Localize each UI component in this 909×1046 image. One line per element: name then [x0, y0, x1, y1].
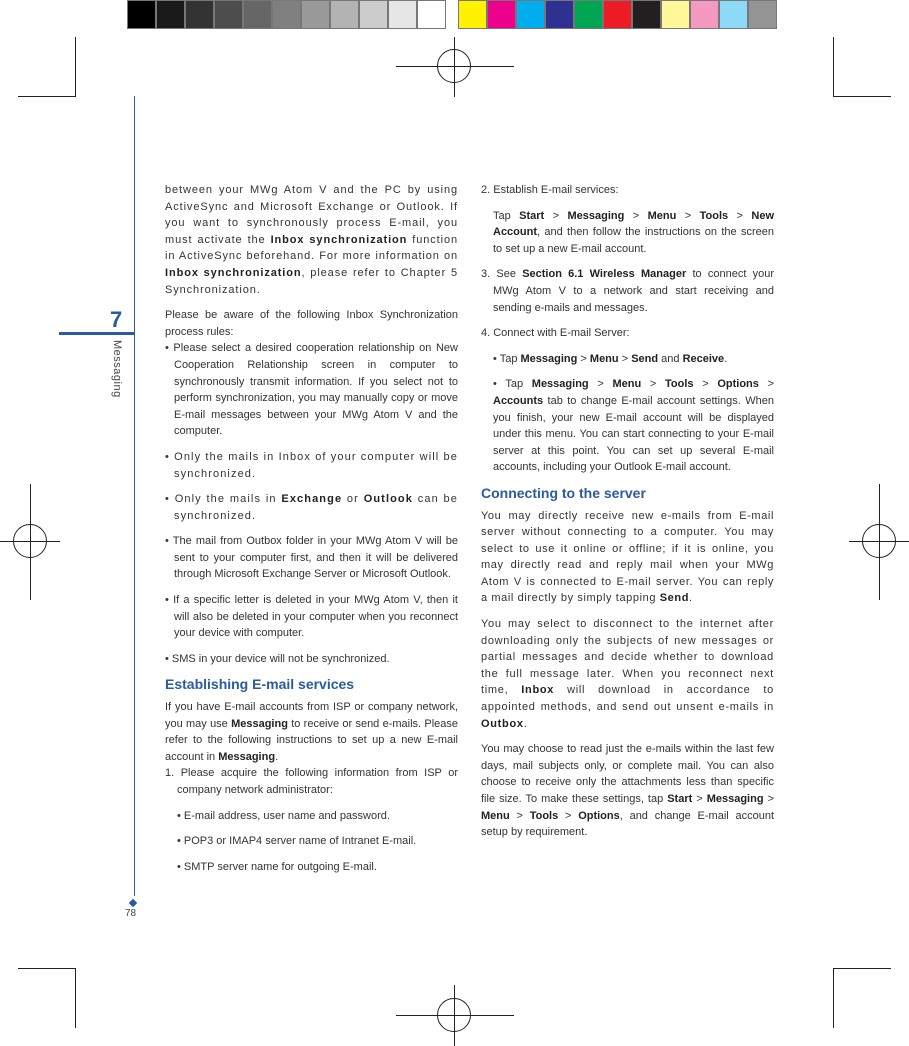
color-swatch — [458, 0, 487, 29]
chapter-marker-bar — [59, 332, 135, 335]
crop-mark — [833, 37, 834, 97]
color-swatch — [359, 0, 388, 29]
rule-bullet: • Only the mails in Inbox of your computer will be synchronized. — [165, 450, 458, 480]
crop-mark — [833, 96, 891, 97]
rule-bullet: • SMS in your device will not be synchronized. — [165, 652, 390, 665]
color-swatch — [301, 0, 330, 29]
section-heading: Establishing E-mail services — [165, 676, 355, 693]
step-item: 1. Please acquire the following information from ISP or company network administrator: — [165, 767, 458, 796]
right-column — [481, 182, 774, 850]
step-subitem: • E-mail address, user name and password. — [177, 809, 390, 822]
color-swatch — [516, 0, 545, 29]
crop-mark — [18, 968, 76, 969]
color-swatch — [603, 0, 632, 29]
gray-color-bar — [127, 0, 446, 30]
email-services-paragraph: If you have E-mail accounts from ISP or company network, you may use Messaging to receive or send e-mails. Please refer to the following instructions to set up a new E-mail account in Messaging. — [165, 701, 458, 763]
color-swatch — [330, 0, 359, 29]
color-swatch — [185, 0, 214, 29]
chapter-label: Messaging — [111, 340, 123, 398]
page-number: 78 — [125, 908, 137, 919]
server-paragraph: You may directly receive new e-mails from E-mail server without connecting to a computer. You may select to use it online or offline; if it is online, you may directly read and reply mail when your MWg Atom V is connected to E-mail server. You can reply a mail directly by simply tapping Send. — [481, 509, 774, 605]
rule-bullet: • Please select a desired cooperation relationship on New Cooperation Relationship screen in computer to synchronously transmit information. If you select not to perform synchronization, you may manually copy or move E-mail messages between your MWg Atom V and the computer. — [165, 342, 458, 438]
color-swatch — [388, 0, 417, 29]
color-swatch — [719, 0, 748, 29]
process-color-bar — [458, 0, 777, 30]
color-swatch — [545, 0, 574, 29]
step-item: 3. See Section 6.1 Wireless Manager to connect your MWg Atom V to a network and start receiving and sending e-mails and messages. — [481, 268, 774, 314]
step-item: 4. Connect with E-mail Server: — [481, 327, 630, 340]
margin-rule — [134, 96, 135, 896]
color-swatch — [690, 0, 719, 29]
color-swatch — [272, 0, 301, 29]
crop-mark — [833, 968, 891, 969]
step-detail: • Tap Messaging > Menu > Send and Receive. — [493, 352, 728, 365]
step-subitem: • POP3 or IMAP4 server name of Intranet E-mail. — [177, 835, 417, 848]
section-heading: Connecting to the server — [481, 484, 646, 501]
color-swatch — [632, 0, 661, 29]
diamond-icon — [129, 899, 137, 907]
intro-paragraph: between your MWg Atom V and the PC by using ActiveSync and Microsoft Exchange or Outlook. If you want to synchronously process E-mail, you must activate the Inbox synchronization function in ActiveSync beforehand. For more information on Inbox synchronization, please refer to Chapter 5 Synchronization. — [165, 184, 459, 296]
color-swatch — [127, 0, 156, 29]
crop-mark — [75, 968, 76, 1028]
color-swatch — [417, 0, 446, 29]
rule-bullet: • The mail from Outbox folder in your MWg Atom V will be sent to your computer first, and then it will be delivered through Microsoft Exchange Server or Microsoft Outlook. — [165, 535, 458, 581]
color-swatch — [487, 0, 516, 29]
step-detail: • Tap Messaging > Menu > Tools > Options > Accounts tab to change E-mail account settings. When you finish, your new E-mail account will be displayed under this menu. You can start connecting to your E-mail server at this point. You can set up several E-mail accounts, including your Outlook E-mail account. — [493, 378, 775, 474]
color-swatch — [156, 0, 185, 29]
color-swatch — [574, 0, 603, 29]
rule-bullet: • Only the mails in Exchange or Outlook can be synchronized. — [165, 493, 458, 522]
chapter-number: 7 — [110, 307, 123, 332]
server-paragraph: You may select to disconnect to the internet after downloading only the subjects of new messages or partial messages and decide whether to download the full message later. When you reconnect next time, Inbox will download in accordance to appointed methods, and send out unsent e-mails in Outbox. — [481, 618, 774, 730]
step-item: 2. Establish E-mail services: — [481, 184, 619, 196]
color-swatch — [661, 0, 690, 29]
color-swatch — [243, 0, 272, 29]
step-subitem: • SMTP server name for outgoing E-mail. — [177, 860, 377, 873]
color-swatch — [748, 0, 777, 29]
rules-intro: Please be aware of the following Inbox Synchronization process rules: — [165, 309, 458, 338]
crop-mark — [18, 96, 76, 97]
color-swatch — [214, 0, 243, 29]
rule-bullet: • If a specific letter is deleted in your MWg Atom V, then it will also be deleted in your computer when you reconnect your device with computer. — [165, 594, 458, 640]
left-column — [165, 182, 458, 884]
crop-mark — [75, 37, 76, 97]
step-detail: Tap Start > Messaging > Menu > Tools > New Account, and then follow the instructions on the screen to set up a new E-mail account. — [493, 209, 775, 255]
server-paragraph: You may choose to read just the e-mails within the last few days, mail subjects only, or complete mail. You can also choose to receive only the attachments less than specific file size. To make these settings, tap Start > Messaging > Menu > Tools > Options, and change E-mail account setup by requirement. — [481, 743, 775, 839]
crop-mark — [833, 968, 834, 1028]
